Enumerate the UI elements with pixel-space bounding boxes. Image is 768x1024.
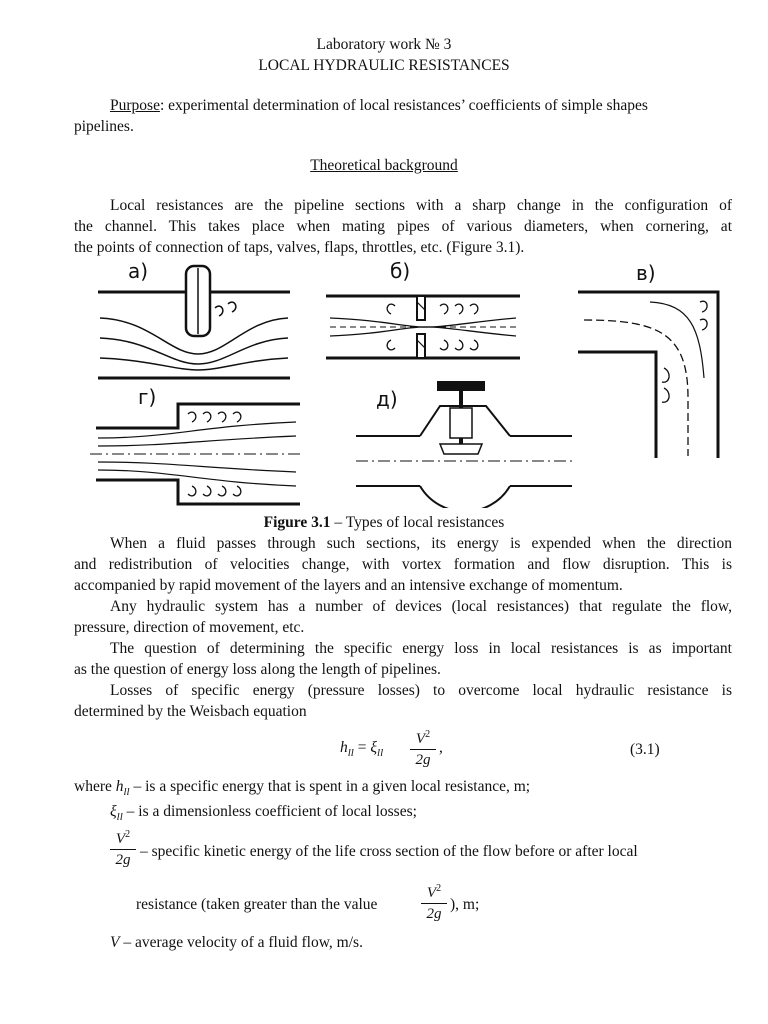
section-heading: Theoretical background	[310, 157, 458, 174]
para2-line-2: pressure, direction of movement, etc.	[74, 619, 305, 636]
para1-line-1: When a fluid passes through such sections, its energy is expended when the direction	[110, 535, 732, 552]
lab-title: Laboratory work № 3	[316, 36, 452, 53]
def-kinetic-cont	[136, 880, 556, 928]
figure-caption-label: Figure 3.1	[263, 514, 331, 531]
def-kinetic-text: – specific kinetic energy of the life cross section of the flow before or after local	[140, 843, 638, 860]
para4-line-2: determined by the Weisbach equation	[74, 703, 307, 720]
para1-line-3: accompanied by rapid movement of the layers and an intensive exchange of momentum.	[74, 577, 623, 594]
equation-fraction: $V^2$ 2g	[410, 726, 436, 769]
panel-b-orifice	[326, 296, 520, 358]
equation-comma: ,	[439, 739, 443, 756]
para1-line-2: and redistribution of velocities change, with vortex formation and flow disruption. This is	[74, 556, 732, 573]
purpose-line	[110, 95, 648, 116]
def-kinetic-fraction: $V^2$ 2g	[110, 826, 136, 869]
def-kinetic-cont-fraction: $V^2$ 2g	[421, 880, 447, 923]
purpose-label: Purpose	[110, 97, 160, 114]
equation-number: (3.1)	[630, 741, 660, 758]
purpose-text: : experimental determination of local resistances’ coefficients of simple shapes	[159, 97, 648, 114]
para3-line-1: The question of determining the specific energy loss in local resistances is as important	[110, 640, 732, 657]
figure-caption	[0, 512, 768, 533]
purpose-text-cont: pipelines.	[74, 118, 134, 135]
para4-line-1: Losses of specific energy (pressure losses) to overcome local hydraulic resistance is	[110, 682, 732, 699]
intro-line-1: Local resistances are the pipeline sections with a sharp change in the configuration of	[110, 197, 732, 214]
topic-title: LOCAL HYDRAULIC RESISTANCES	[258, 57, 510, 74]
intro-line-3: the points of connection of taps, valves, flaps, throttles, etc. (Figure 3.1).	[74, 239, 525, 256]
intro-line-2: the channel. This takes place when mating pipes of various diameters, when cornering, at	[74, 218, 732, 235]
para2-line-1: Any hydraulic system has a number of devices (local resistances) that regulate the flow,	[110, 598, 732, 615]
def-xi: $\xi_{ll}$ – is a dimensionless coefficient of local losses;	[110, 803, 417, 824]
panel-b-label: б)	[390, 259, 411, 283]
def-kinetic	[110, 826, 732, 874]
weisbach-equation	[340, 726, 460, 772]
def-v: V – average velocity of a fluid flow, m/s.	[110, 934, 363, 951]
panel-a-label: а)	[128, 259, 149, 283]
equation-lhs: $h_{ll} = \xi_{ll}$	[340, 739, 384, 760]
para3-line-2: as the question of energy loss along the length of pipelines.	[74, 661, 441, 678]
panel-c-bend	[578, 292, 718, 458]
def-kinetic-cont-tail: ), m;	[450, 896, 480, 913]
figure-local-resistances	[0, 258, 768, 508]
panel-e-label: д)	[376, 387, 398, 411]
panel-a-gate-valve	[98, 266, 290, 378]
panel-d-expansion	[90, 404, 300, 504]
def-kinetic-cont-text: resistance (taken greater than the value	[136, 896, 378, 913]
def-h: where $h_{ll}$ – is a specific energy that is spent in a given local resistance, m;	[74, 778, 531, 799]
panel-c-label: в)	[636, 261, 656, 285]
figure-caption-text: – Types of local resistances	[330, 514, 505, 531]
panel-d-label: г)	[138, 385, 157, 409]
